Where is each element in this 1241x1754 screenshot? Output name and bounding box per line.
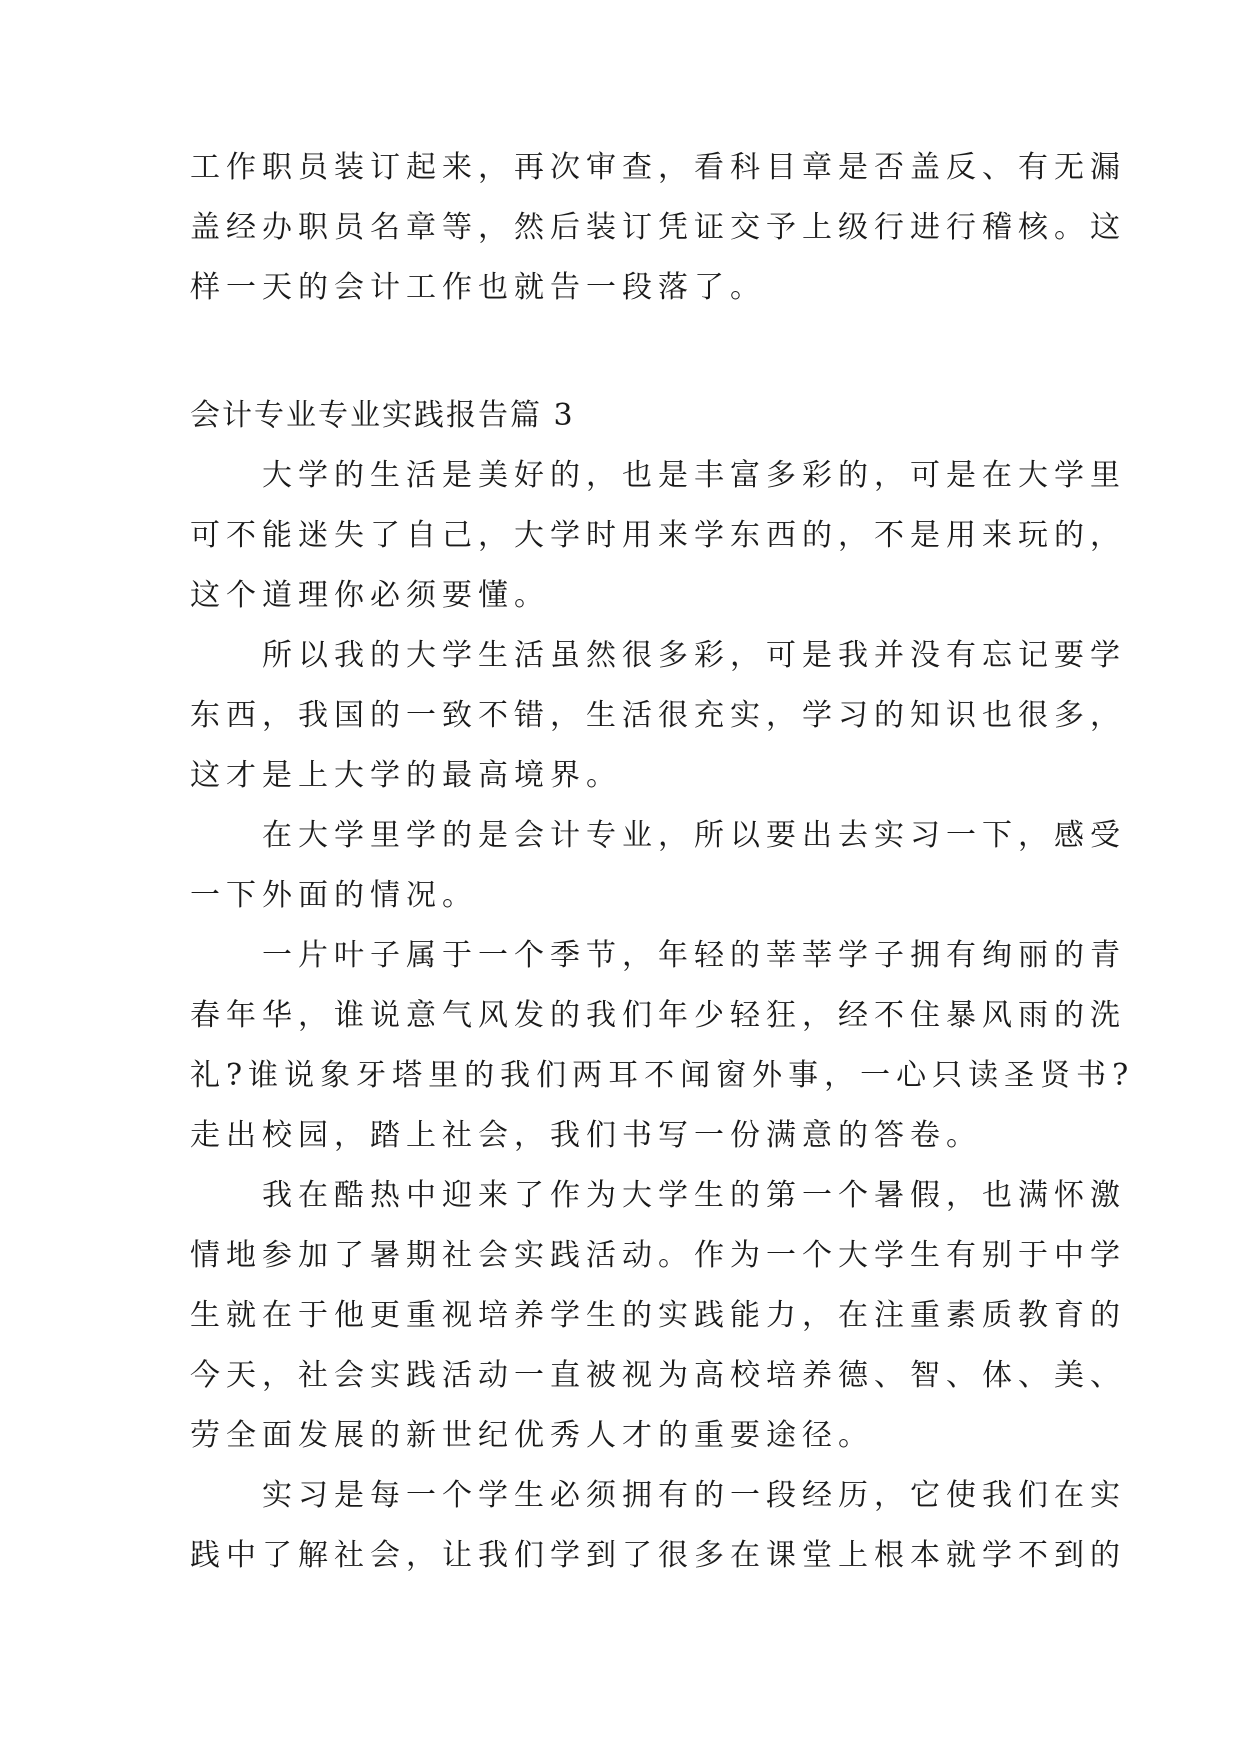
text-line: 大学的生活是美好的，也是丰富多彩的，可是在大学里 xyxy=(190,458,1126,493)
text-line: 所以我的大学生活虽然很多彩，可是我并没有忘记要学 xyxy=(190,638,1126,673)
text-line: 践中了解社会，让我们学到了很多在课堂上根本就学不到的 xyxy=(190,1538,1126,1573)
text-line: 实习是每一个学生必须拥有的一段经历，它使我们在实 xyxy=(190,1478,1126,1513)
text-line: 情地参加了暑期社会实践活动。作为一个大学生有别于中学 xyxy=(190,1238,1126,1273)
text-line: 东西，我国的一致不错，生活很充实，学习的知识也很多， xyxy=(190,698,1126,733)
text-line: 礼?谁说象牙塔里的我们两耳不闻窗外事，一心只读圣贤书? xyxy=(190,1058,1135,1093)
text-line: 春年华，谁说意气风发的我们年少轻狂，经不住暴风雨的洗 xyxy=(190,998,1126,1033)
text-line: 走出校园，踏上社会，我们书写一份满意的答卷。 xyxy=(190,1118,982,1153)
text-line: 盖经办职员名章等，然后装订凭证交予上级行进行稽核。这 xyxy=(190,210,1126,245)
text-line: 可不能迷失了自己，大学时用来学东西的，不是用来玩的， xyxy=(190,518,1126,553)
text-line: 工作职员装订起来，再次审查，看科目章是否盖反、有无漏 xyxy=(190,150,1126,185)
text-line: 这个道理你必须要懂。 xyxy=(190,578,550,613)
text-line: 我在酷热中迎来了作为大学生的第一个暑假，也满怀激 xyxy=(190,1178,1126,1213)
text-line: 生就在于他更重视培养学生的实践能力，在注重素质教育的 xyxy=(190,1298,1126,1333)
section-title: 会计专业专业实践报告篇 3 xyxy=(190,398,575,433)
text-line: 样一天的会计工作也就告一段落了。 xyxy=(190,270,766,305)
text-line: 劳全面发展的新世纪优秀人才的重要途径。 xyxy=(190,1418,874,1453)
text-line: 一片叶子属于一个季节，年轻的莘莘学子拥有绚丽的青 xyxy=(190,938,1126,973)
text-line: 一下外面的情况。 xyxy=(190,878,478,913)
text-line: 今天，社会实践活动一直被视为高校培养德、智、体、美、 xyxy=(190,1358,1126,1393)
text-line: 在大学里学的是会计专业，所以要出去实习一下，感受 xyxy=(190,818,1126,853)
text-line: 这才是上大学的最高境界。 xyxy=(190,758,622,793)
